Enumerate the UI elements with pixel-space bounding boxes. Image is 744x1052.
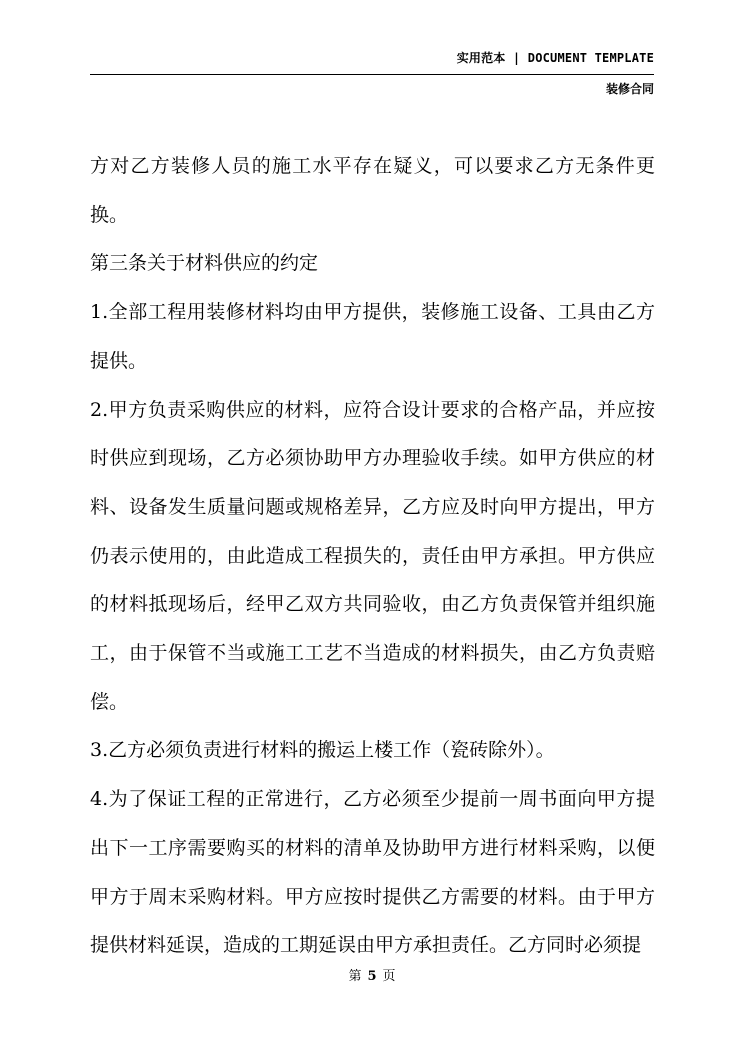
header-divider	[90, 74, 654, 75]
header-title: 实用范本 | DOCUMENT TEMPLATE	[456, 51, 654, 65]
paragraph: 方对乙方装修人员的施工水平存在疑义，可以要求乙方无条件更换。	[90, 155, 655, 226]
page-footer	[0, 965, 744, 984]
page-suffix: 页	[382, 969, 396, 984]
paragraph: 3.乙方必须负责进行材料的搬运上楼工作（瓷砖除外）。	[90, 739, 555, 762]
page-prefix: 第	[348, 969, 362, 984]
paragraph: 4.为了保证工程的正常进行，乙方必须至少提前一周书面向甲方提出下一工序需要购买的材料的清单及协助甲方进行材料采购，以便甲方于周末采购材料。甲方应按时提供乙方需要的材料。由于甲方提供材料延误，造成的工期延误由甲方承担责任。乙方同时必须提	[90, 788, 655, 957]
paragraph: 2.甲方负责采购供应的材料，应符合设计要求的合格产品，并应按时供应到现场，乙方必须协助甲方办理验收手续。如甲方供应的材料、设备发生质量问题或规格差异，乙方应及时向甲方提出，甲方仍表示使用的，由此造成工程损失的，责任由甲方承担。甲方供应的材料抵现场后，经甲乙双方共同验收，由乙方负责保管并组织施工，由于保管不当或施工工艺不当造成的材料损失，由乙方负责赔偿。	[90, 398, 655, 713]
page-number: 5	[367, 969, 377, 984]
header-subtitle: 装修合同	[605, 82, 654, 96]
paragraph: 1.全部工程用装修材料均由甲方提供，装修施工设备、工具由乙方提供。	[90, 301, 655, 372]
document-body	[90, 142, 655, 970]
section-heading: 第三条关于材料供应的约定	[90, 252, 319, 275]
